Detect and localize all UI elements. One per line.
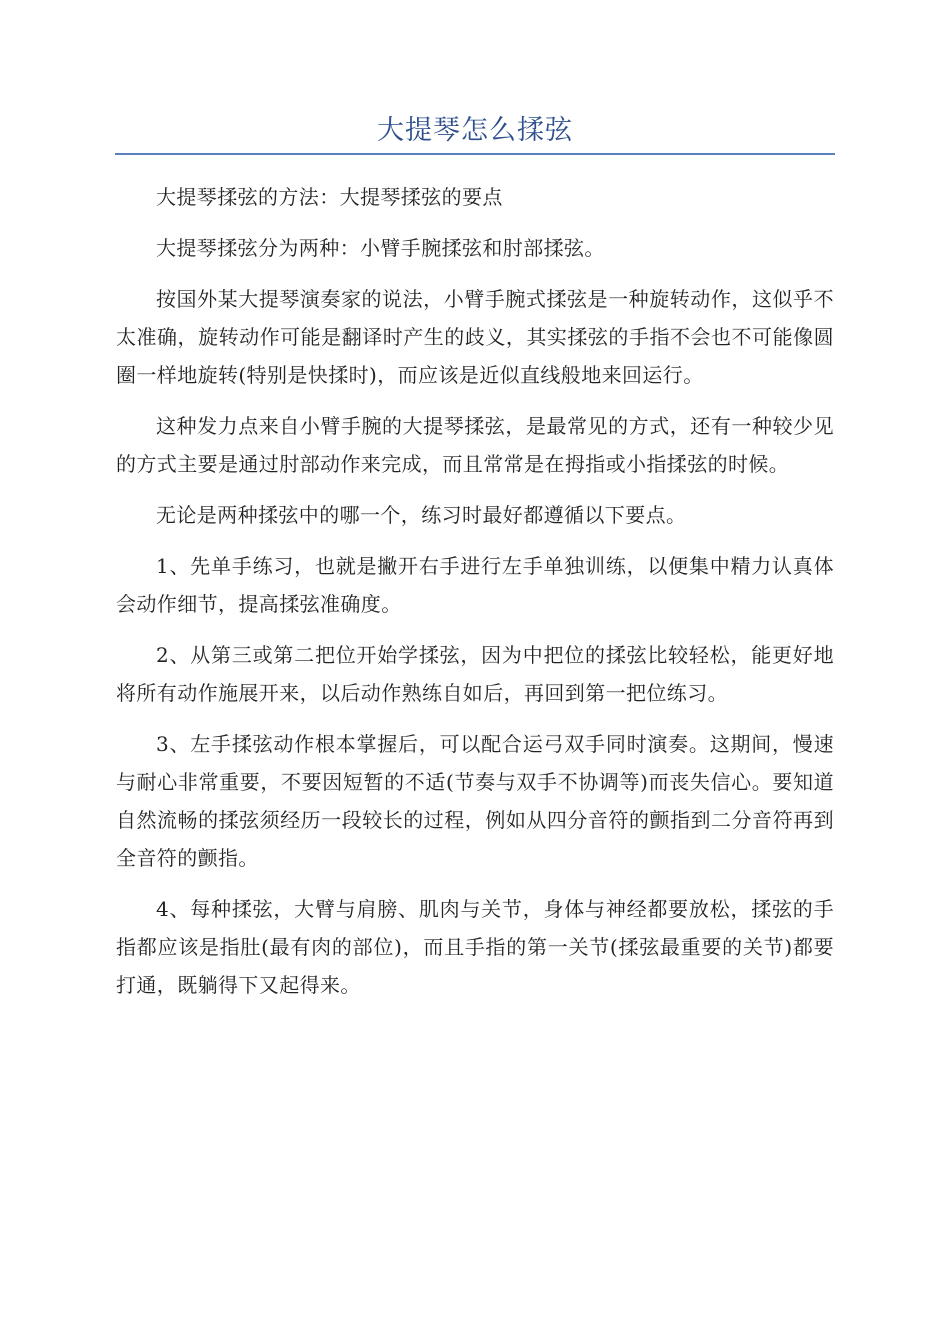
paragraph-common-method: 这种发力点来自小臂手腕的大提琴揉弦，是最常见的方式，还有一种较少见的方式主要是通过肘部动作来完成，而且常常是在拇指或小指揉弦的时候。 [116, 414, 834, 476]
paragraph-types: 大提琴揉弦分为两种：小臂手腕揉弦和肘部揉弦。 [156, 236, 605, 260]
paragraph-key-points-intro: 无论是两种揉弦中的哪一个，练习时最好都遵循以下要点。 [156, 503, 687, 527]
paragraph-point-3: 3、左手揉弦动作根本掌握后，可以配合运弓双手同时演奏。这期间，慢速与耐心非常重要，不要因短暂的不适(节奏与双手不协调等)而丧失信心。要知道自然流畅的揉弦须经历一段较长的过程，例如从四分音符的颤指到二分音符再到全音符的颤指。 [116, 732, 834, 870]
title-underline [115, 153, 835, 155]
paragraph-point-4: 4、每种揉弦，大臂与肩膀、肌肉与关节，身体与神经都要放松，揉弦的手指都应该是指肚(最有肉的部位)，而且手指的第一关节(揉弦最重要的关节)都要打通，既躺得下又起得来。 [116, 897, 834, 997]
document-body [116, 178, 834, 1017]
document-title: 大提琴怎么揉弦 [377, 115, 573, 146]
paragraph-point-2: 2、从第三或第二把位开始学揉弦，因为中把位的揉弦比较轻松，能更好地将所有动作施展开来，以后动作熟练自如后，再回到第一把位练习。 [116, 643, 834, 705]
paragraph-rotation: 按国外某大提琴演奏家的说法，小臂手腕式揉弦是一种旋转动作，这似乎不太准确，旋转动作可能是翻译时产生的歧义，其实揉弦的手指不会也不可能像圆圈一样地旋转(特别是快揉时)，而应该是近似直线般地来回运行。 [116, 287, 834, 387]
paragraph-subtitle: 大提琴揉弦的方法：大提琴揉弦的要点 [156, 185, 503, 209]
paragraph-point-1: 1、先单手练习，也就是撇开右手进行左手单独训练，以便集中精力认真体会动作细节，提高揉弦准确度。 [116, 554, 834, 616]
